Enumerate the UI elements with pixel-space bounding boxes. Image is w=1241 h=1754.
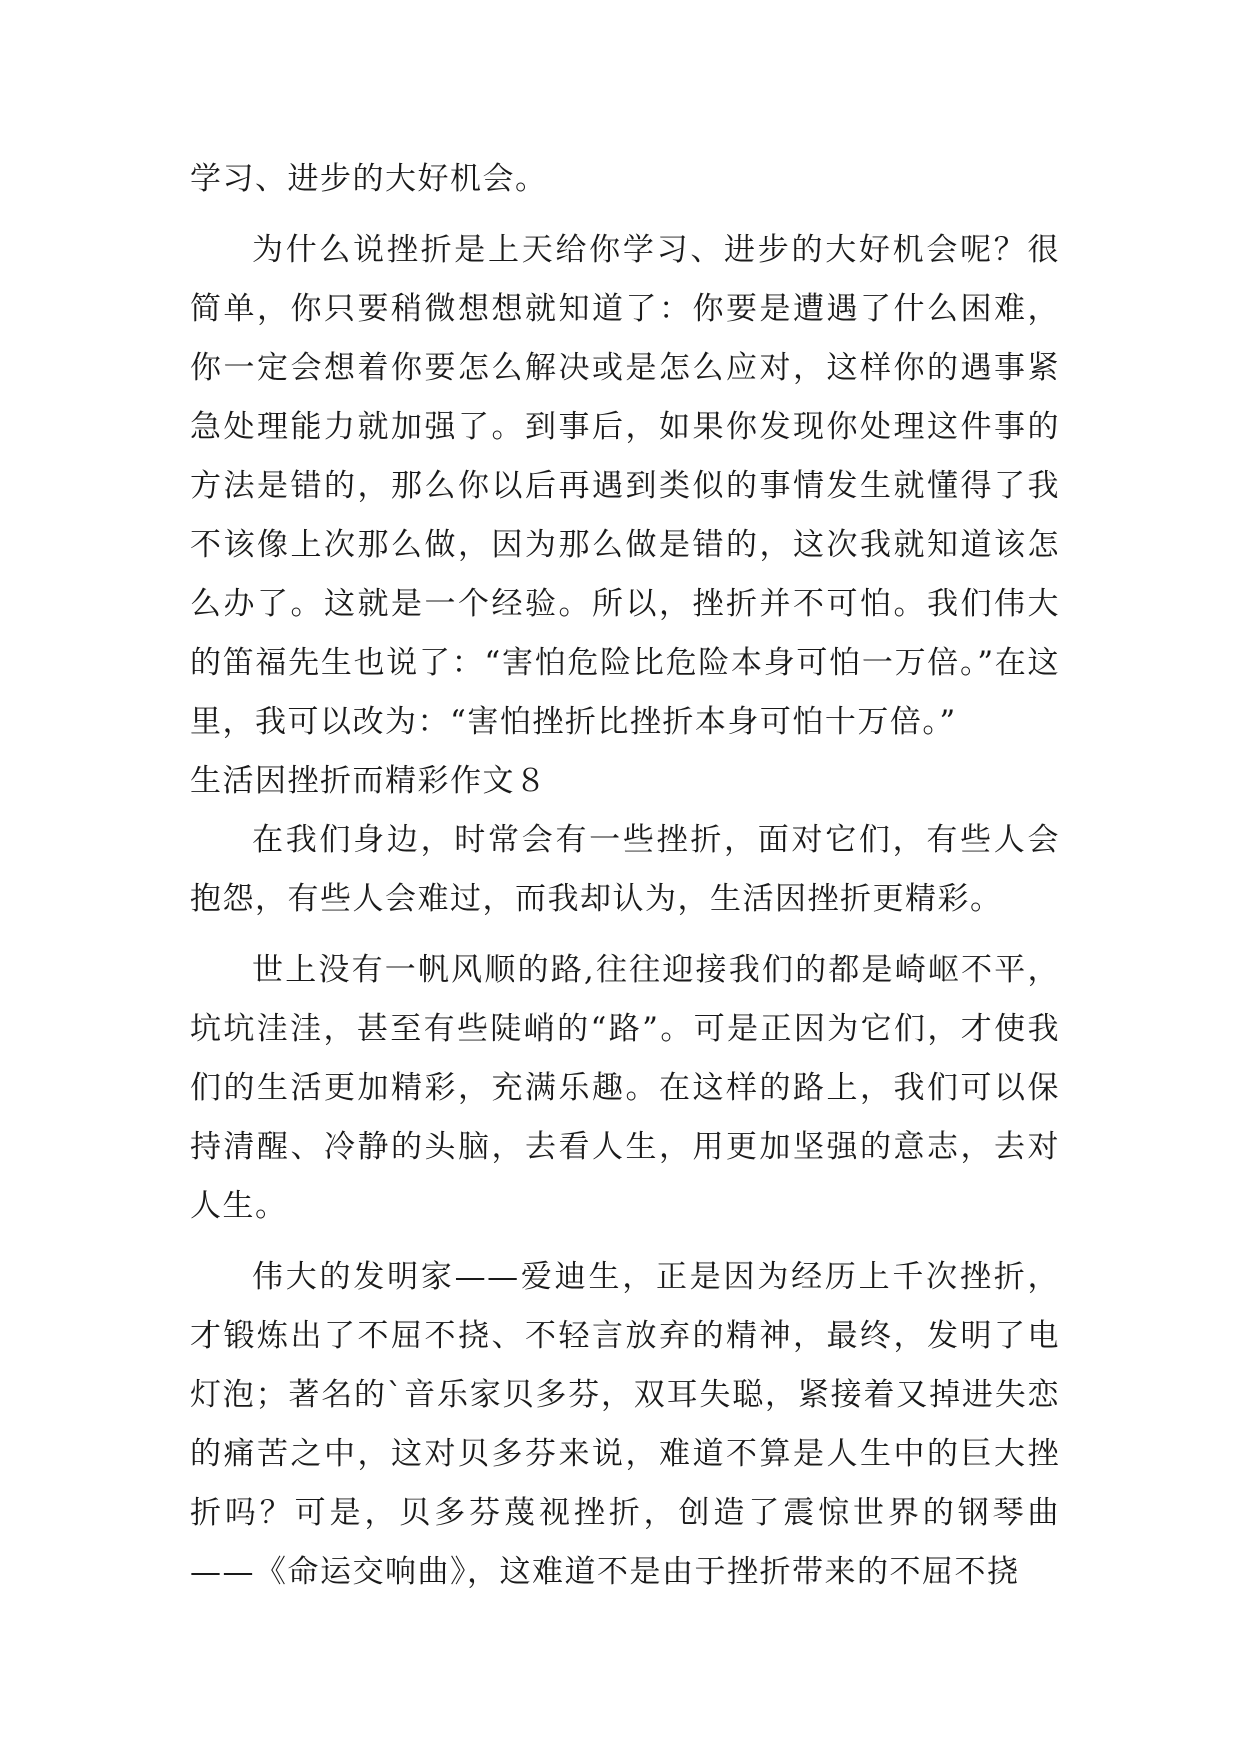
paragraph-continuation: 学习、进步的大好机会。 <box>190 161 548 197</box>
paragraph: 在我们身边，时常会有一些挫折，面对它们，有些人会抱怨，有些人会难过，而我却认为，生活因挫折更精彩。 <box>190 822 1060 917</box>
section-heading: 生活因挫折而精彩作文８ <box>190 763 548 799</box>
document-body <box>190 150 1060 1602</box>
paragraph: 世上没有一帆风顺的路,往往迎接我们的都是崎岖不平，坑坑洼洼，甚至有些陡峭的“路”。可是正因为它们，才使我们的生活更加精彩，充满乐趣。在这样的路上，我们可以保持清醒、冷静的头脑，去看人生，用更加坚强的意志，去对人生。 <box>190 952 1060 1224</box>
paragraph: 伟大的发明家——爱迪生，正是因为经历上千次挫折，才锻炼出了不屈不挠、不轻言放弃的精神，最终，发明了电灯泡；著名的`音乐家贝多芬，双耳失聪，紧接着又掉进失恋的痛苦之中，这对贝多芬来说，难道不算是人生中的巨大挫折吗？可是，贝多芬蔑视挫折，创造了震惊世界的钢琴曲——《命运交响曲》，这难道不是由于挫折带来的不屈不挠 <box>190 1259 1060 1590</box>
paragraph: 为什么说挫折是上天给你学习、进步的大好机会呢？很简单，你只要稍微想想就知道了：你要是遭遇了什么困难，你一定会想着你要怎么解决或是怎么应对，这样你的遇事紧急处理能力就加强了。到事后，如果你发现你处理这件事的方法是错的，那么你以后再遇到类似的事情发生就懂得了我不该像上次那么做，因为那么做是错的，这次我就知道该怎么办了。这就是一个经验。所以，挫折并不可怕。我们伟大的笛福先生也说了：“害怕危险比危险本身可怕一万倍。”在这里，我可以改为：“害怕挫折比挫折本身可怕十万倍。” <box>190 232 1060 740</box>
